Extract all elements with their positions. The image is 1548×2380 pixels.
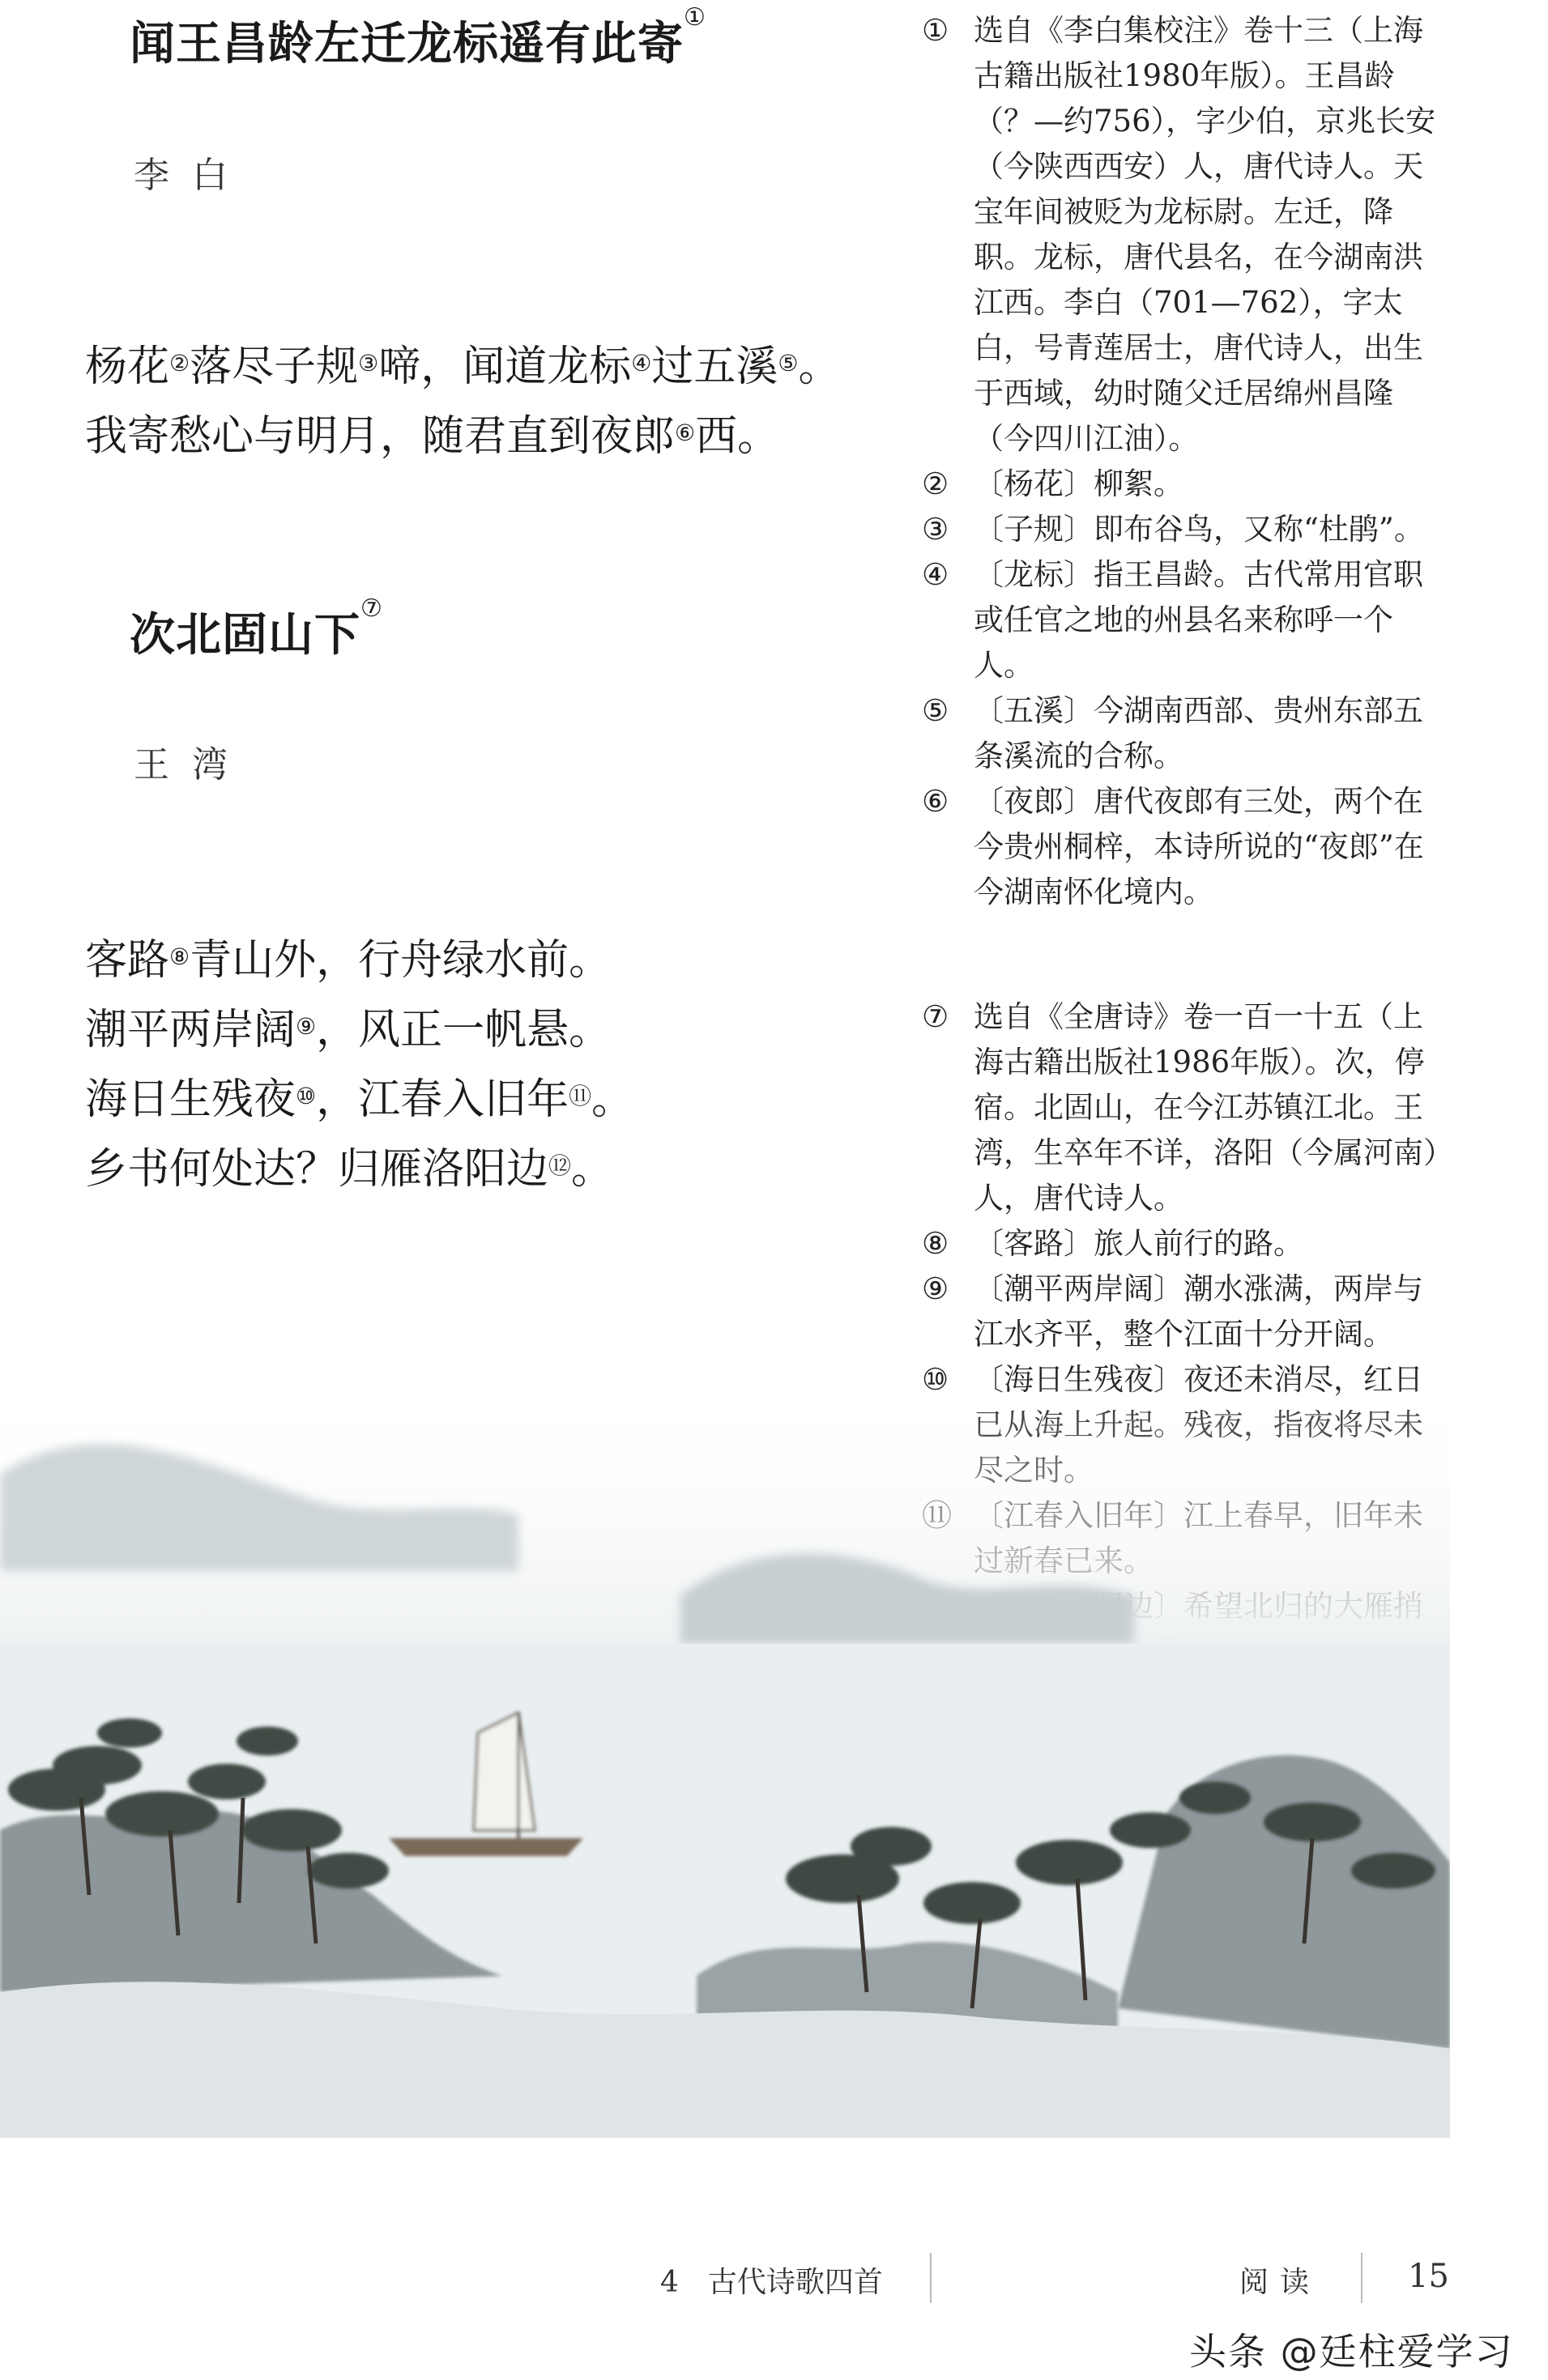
poem-line (85, 332, 841, 402)
footnote-item (922, 507, 1440, 552)
footnote-number: ⑥ (922, 784, 949, 819)
footnote-text: 〔客路〕旅人前行的路。 (974, 1226, 1303, 1261)
footnote-marker: ① (684, 3, 706, 32)
poem-line (85, 1065, 633, 1135)
footnote-marker: ⑤ (778, 350, 799, 377)
landscape-illustration (0, 1377, 1450, 2154)
poem-text: 青山外，行舟绿水前。 (190, 936, 612, 985)
poem-author: 李白 (134, 155, 250, 196)
poem-body (85, 332, 841, 471)
poem-text: ，风正一帆悬。 (316, 1006, 612, 1054)
poem-line (85, 1135, 633, 1204)
footer-divider (1361, 2253, 1362, 2303)
footnote-item (922, 779, 1440, 915)
footnote-text: 〔子规〕即布谷鸟，又称“杜鹃”。 (974, 512, 1424, 547)
footnote-item (922, 1267, 1440, 1357)
poem-text: 过五溪 (651, 343, 778, 391)
footnote-item (922, 994, 1440, 1221)
footer-divider (930, 2253, 932, 2303)
footnote-marker: ③ (358, 350, 379, 377)
poem-text: 乡书何处达？归雁洛阳边 (85, 1145, 549, 1194)
poem-text: 海日生残夜 (85, 1075, 296, 1124)
footnote-number: ③ (922, 512, 949, 547)
footnote-text: 〔龙标〕指王昌龄。古代常用官职或任官之地的州县名来称呼一个人。 (974, 557, 1423, 683)
footnote-item (922, 1221, 1440, 1267)
source-watermark: 头条 @廷柱爱学习 (1189, 2330, 1514, 2374)
footnote-text: 〔潮平两岸阔〕潮水涨满，两岸与江水齐平，整个江面十分开阔。 (974, 1271, 1423, 1352)
poem-title: 闻王昌龄左迁龙标遥有此寄① (130, 3, 706, 70)
footnote-text: 〔五溪〕今湖南西部、贵州东部五条溪流的合称。 (974, 693, 1423, 773)
footnote-number: ① (922, 13, 949, 48)
footnote-marker: ④ (631, 350, 652, 377)
footnote-marker: ⑪ (569, 1083, 592, 1109)
poem-text: 啼，闻道龙标 (378, 343, 632, 391)
poem-text: 潮平两岸阔 (85, 1006, 296, 1054)
footnote-text: 〔夜郎〕唐代夜郎有三处，两个在今贵州桐梓，本诗所说的“夜郎”在今湖南怀化境内。 (974, 784, 1424, 909)
footnote-item (922, 462, 1440, 507)
poem-text: 我寄愁心与明月，随君直到夜郎 (85, 412, 676, 461)
footnote-text: 〔杨花〕柳絮。 (974, 466, 1183, 501)
poem-text: ，江春入旧年 (316, 1075, 569, 1124)
footnote-number: ④ (922, 557, 949, 592)
chapter-label: 4 古代诗歌四首 (660, 2266, 883, 2299)
footnote-marker: ⑦ (360, 594, 383, 623)
footnote-marker: ⑩ (296, 1083, 317, 1109)
poem-title: 次北固山下⑦ (130, 594, 383, 662)
footnote-marker: ⑨ (296, 1013, 317, 1040)
page-number: 15 (1408, 2258, 1449, 2295)
section-label: 阅读 (1239, 2266, 1321, 2299)
footnote-marker: ② (169, 350, 190, 377)
footnote-item (922, 552, 1440, 688)
footnote-item (922, 688, 1440, 779)
poem-text: 。 (571, 1145, 614, 1194)
footnote-marker: ⑫ (548, 1152, 572, 1179)
poem-body (85, 926, 633, 1204)
footnote-number: ② (922, 466, 949, 501)
poem-text: 落尽子规 (190, 343, 359, 391)
footnote-number: ⑦ (922, 999, 949, 1034)
footnote-text: 选自《李白集校注》卷十三（上海古籍出版社1980年版）。王昌龄（？—约756），字少伯，京兆长安（今陕西西安）人，唐代诗人。天宝年间被贬为龙标尉。左迁，降职。龙标，唐代县名，在今湖南洪江西。李白（701—762），字太白，号青莲居士，唐代诗人，出生于西域，幼时随父迁居绵州昌隆（今四川江油）。 (974, 13, 1436, 456)
poem-line (85, 926, 633, 995)
poem-line (85, 402, 841, 471)
footnote-number: ⑧ (922, 1226, 949, 1261)
poem-text: 客路 (85, 936, 170, 985)
poem-text: 杨花 (85, 343, 170, 391)
footnote-marker: ⑥ (675, 419, 696, 446)
poem-text: 西。 (695, 412, 780, 461)
page-footer (0, 2259, 1548, 2308)
footnote-number: ⑨ (922, 1271, 949, 1306)
poem-author: 王湾 (134, 744, 250, 786)
footnote-item (922, 8, 1440, 462)
footnotes-poem1 (922, 8, 1440, 915)
footnote-number: ⑤ (922, 693, 949, 728)
poem-text: 。 (591, 1075, 634, 1124)
poem-text: 。 (798, 343, 841, 391)
footnote-marker: ⑧ (169, 943, 190, 970)
footnote-text: 选自《全唐诗》卷一百一十五（上海古籍出版社1986年版）。次，停宿。北固山，在今江苏镇江北。王湾，生卒年不详，洛阳（今属河南）人，唐代诗人。 (974, 999, 1439, 1216)
poem-line (85, 995, 633, 1065)
